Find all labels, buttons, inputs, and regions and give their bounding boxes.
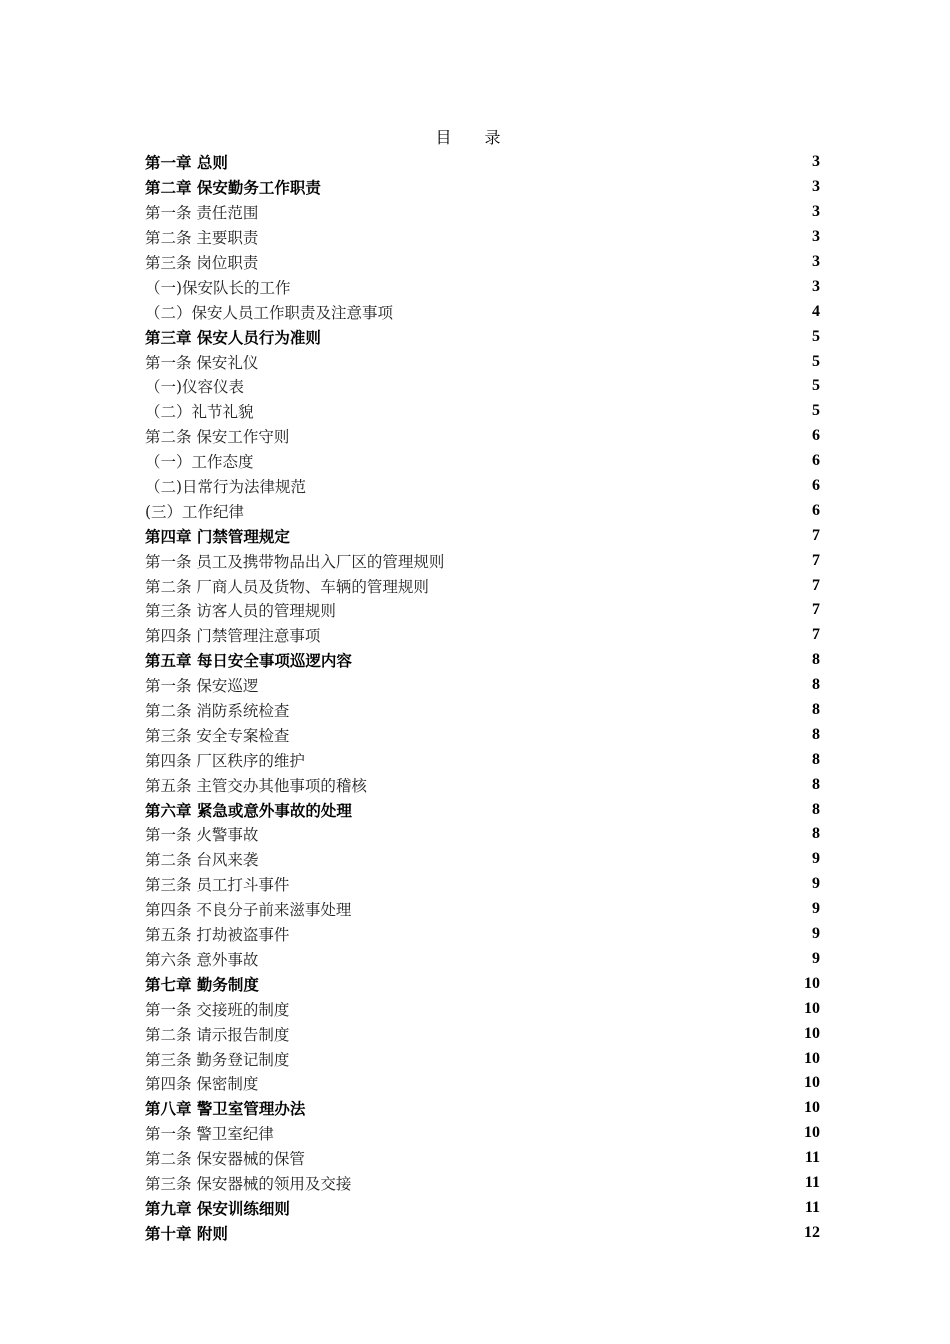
toc-entry-label: 第十章 附则	[145, 1223, 228, 1243]
toc-entry-label: 第五章 每日安全事项巡逻内容	[145, 651, 352, 671]
toc-entry-label: 第一条 员工及携带物品出入厂区的管理规则	[145, 552, 445, 571]
toc-entry-page-number: 10	[804, 999, 820, 1017]
toc-entry-chapter[interactable]	[145, 324, 820, 349]
toc-entry-page-number: 8	[812, 825, 820, 843]
toc-entry-label: 第二条 台风来袭	[145, 851, 259, 870]
toc-entry-page-number: 9	[812, 900, 820, 918]
toc-entry-label: 第四条 不良分子前来滋事处理	[145, 901, 352, 920]
toc-entry-label: 第二章 保安勤务工作职责	[145, 178, 321, 198]
toc-entry-page-number: 10	[804, 1099, 820, 1117]
toc-entry-label: 第二条 消防系统检查	[145, 702, 290, 721]
toc-entry-article[interactable]	[145, 1021, 820, 1046]
toc-entry-page-number: 7	[812, 526, 820, 544]
toc-entry-page-number: 7	[812, 601, 820, 619]
toc-entry-label: 第五条 打劫被盗事件	[145, 926, 290, 945]
toc-entry-article[interactable]	[145, 698, 820, 723]
toc-entry-page-number: 6	[812, 427, 820, 445]
toc-entry-page-number: 10	[804, 1074, 820, 1092]
toc-entry-label: 第三条 访客人员的管理规则	[145, 602, 336, 621]
toc-entry-article[interactable]	[145, 747, 820, 772]
toc-entry-chapter[interactable]	[145, 523, 820, 548]
toc-entry-label: 第二条 保安工作守则	[145, 428, 290, 447]
toc-entry-page-number: 8	[812, 676, 820, 694]
toc-entry-article[interactable]	[145, 299, 820, 324]
toc-entry-article[interactable]	[145, 1121, 820, 1146]
toc-entry-label: 第一条 保安巡逻	[145, 677, 259, 696]
toc-entry-page-number: 9	[812, 949, 820, 967]
toc-entry-article[interactable]	[145, 847, 820, 872]
toc-entry-label: 第一条 火警事故	[145, 826, 259, 845]
toc-entry-label: 第二条 保安器械的保管	[145, 1150, 305, 1169]
toc-entry-article[interactable]	[145, 1146, 820, 1171]
toc-entry-chapter[interactable]	[145, 1096, 820, 1121]
toc-entry-label: 第九章 保安训练细则	[145, 1198, 290, 1218]
toc-entry-label: 第八章 警卫室管理办法	[145, 1099, 306, 1119]
toc-entry-label: 第二条 请示报告制度	[145, 1025, 290, 1044]
toc-entry-page-number: 3	[812, 228, 820, 246]
toc-entry-label: 第三条 勤务登记制度	[145, 1050, 290, 1069]
toc-entry-page-number: 8	[812, 725, 820, 743]
toc-entry-page-number: 10	[804, 1049, 820, 1067]
toc-entry-article[interactable]	[145, 772, 820, 797]
toc-entry-page-number: 10	[804, 1024, 820, 1042]
toc-entry-label: （二）礼节礼貌	[145, 403, 254, 422]
toc-entry-chapter[interactable]	[145, 1220, 820, 1245]
toc-entry-label: 第四条 保密制度	[145, 1075, 259, 1094]
toc-entry-article[interactable]	[145, 399, 820, 424]
toc-entry-article[interactable]	[145, 1171, 820, 1196]
toc-entry-page-number: 7	[812, 551, 820, 569]
toc-entry-page-number: 6	[812, 501, 820, 519]
toc-entry-article[interactable]	[145, 274, 820, 299]
toc-entry-page-number: 10	[804, 1124, 820, 1142]
toc-entry-label: 第六条 意外事故	[145, 950, 259, 969]
toc-entry-label: (三）工作纪律	[145, 502, 245, 521]
toc-entry-label: 第五条 主管交办其他事项的稽核	[145, 776, 367, 795]
toc-entry-chapter[interactable]	[145, 648, 820, 673]
toc-entry-label: 第三章 保安人员行为准则	[145, 327, 321, 347]
toc-entry-label: 第七章 勤务制度	[145, 974, 259, 994]
toc-entry-article[interactable]	[145, 573, 820, 598]
toc-entry-chapter[interactable]	[145, 797, 820, 822]
toc-entry-label: 第二条 厂商人员及货物、车辆的管理规则	[145, 577, 429, 596]
toc-entry-article[interactable]	[145, 996, 820, 1021]
toc-entry-article[interactable]	[145, 548, 820, 573]
toc-entry-page-number: 3	[812, 277, 820, 295]
toc-entry-label: （一）工作态度	[145, 453, 254, 472]
toc-entry-label: 第一条 保安礼仪	[145, 353, 259, 372]
toc-entry-article[interactable]	[145, 449, 820, 474]
toc-entry-label: 第三条 安全专案检查	[145, 726, 290, 745]
toc-entry-article[interactable]	[145, 474, 820, 499]
toc-entry-page-number: 11	[804, 1149, 820, 1167]
toc-entry-label: 第四章 门禁管理规定	[145, 526, 290, 546]
toc-entry-label: （二）保安人员工作职责及注意事项	[145, 303, 394, 322]
toc-entry-article[interactable]	[145, 922, 820, 947]
toc-entry-page-number: 5	[812, 352, 820, 370]
toc-entry-article[interactable]	[145, 1071, 820, 1096]
toc-entry-article[interactable]	[145, 225, 820, 250]
toc-list	[145, 150, 820, 1245]
toc-entry-page-number: 10	[804, 974, 820, 992]
toc-entry-article[interactable]	[145, 872, 820, 897]
toc-entry-page-number: 9	[812, 850, 820, 868]
toc-entry-page-number: 8	[812, 651, 820, 669]
toc-entry-label: 第六章 紧急或意外事故的处理	[145, 800, 352, 820]
toc-entry-page-number: 5	[812, 377, 820, 395]
toc-entry-article[interactable]	[145, 673, 820, 698]
toc-entry-label: 第二条 主要职责	[145, 229, 259, 248]
toc-entry-label: 第三条 岗位职责	[145, 254, 259, 272]
toc-entry-page-number: 9	[812, 925, 820, 943]
toc-entry-page-number: 6	[812, 452, 820, 470]
toc-entry-article[interactable]	[145, 623, 820, 648]
toc-entry-label: 第三条 员工打斗事件	[145, 876, 290, 895]
toc-entry-chapter[interactable]	[145, 971, 820, 996]
toc-entry-article[interactable]	[145, 598, 820, 623]
toc-entry-article[interactable]	[145, 947, 820, 972]
toc-entry-chapter[interactable]	[145, 150, 820, 175]
toc-entry-page-number: 8	[812, 775, 820, 793]
toc-entry-label: 第一章 总则	[145, 153, 228, 173]
toc-entry-page-number: 9	[812, 875, 820, 893]
toc-entry-page-number: 3	[812, 253, 820, 270]
toc-entry-page-number: 8	[812, 701, 820, 719]
toc-title: 目 录	[435, 128, 515, 147]
toc-entry-label: 第一条 交接班的制度	[145, 1000, 290, 1019]
toc-entry-page-number: 3	[812, 153, 820, 171]
toc-entry-article[interactable]	[145, 349, 820, 374]
toc-entry-article[interactable]	[145, 200, 820, 225]
toc-entry-label: （一)保安队长的工作	[145, 278, 291, 297]
toc-entry-page-number: 5	[812, 402, 820, 420]
toc-entry-article[interactable]	[145, 424, 820, 449]
toc-entry-label: 第三条 保安器械的领用及交接	[145, 1174, 352, 1193]
toc-entry-article[interactable]	[145, 897, 820, 922]
toc-entry-label: 第四条 厂区秩序的维护	[145, 751, 305, 770]
toc-entry-label: （二)日常行为法律规范	[145, 478, 307, 497]
toc-entry-page-number: 12	[804, 1223, 820, 1241]
toc-entry-page-number: 6	[812, 477, 820, 495]
toc-entry-chapter[interactable]	[145, 175, 820, 200]
toc-entry-article[interactable]	[145, 1046, 820, 1071]
toc-entry-page-number: 7	[812, 576, 820, 594]
toc-entry-page-number: 3	[812, 203, 820, 221]
toc-entry-label: 第四条 门禁管理注意事项	[145, 627, 321, 646]
toc-entry-label: （一)仪容仪表	[145, 378, 245, 397]
toc-entry-page-number: 3	[812, 178, 820, 196]
toc-entry-page-number: 8	[812, 750, 820, 768]
toc-entry-article[interactable]	[145, 374, 820, 399]
toc-entry-page-number: 7	[812, 626, 820, 644]
toc-entry-article[interactable]	[145, 250, 820, 275]
toc-entry-label: 第一条 警卫室纪律	[145, 1125, 274, 1144]
toc-entry-page-number: 11	[804, 1198, 820, 1216]
toc-entry-article[interactable]	[145, 722, 820, 747]
toc-entry-page-number: 8	[812, 800, 820, 818]
toc-entry-label: 第一条 责任范围	[145, 204, 259, 223]
toc-entry-article[interactable]	[145, 498, 820, 523]
toc-entry-page-number: 11	[804, 1173, 820, 1191]
toc-entry-article[interactable]	[145, 822, 820, 847]
toc-entry-page-number: 4	[812, 302, 820, 320]
toc-entry-page-number: 5	[812, 327, 820, 345]
toc-entry-chapter[interactable]	[145, 1195, 820, 1220]
